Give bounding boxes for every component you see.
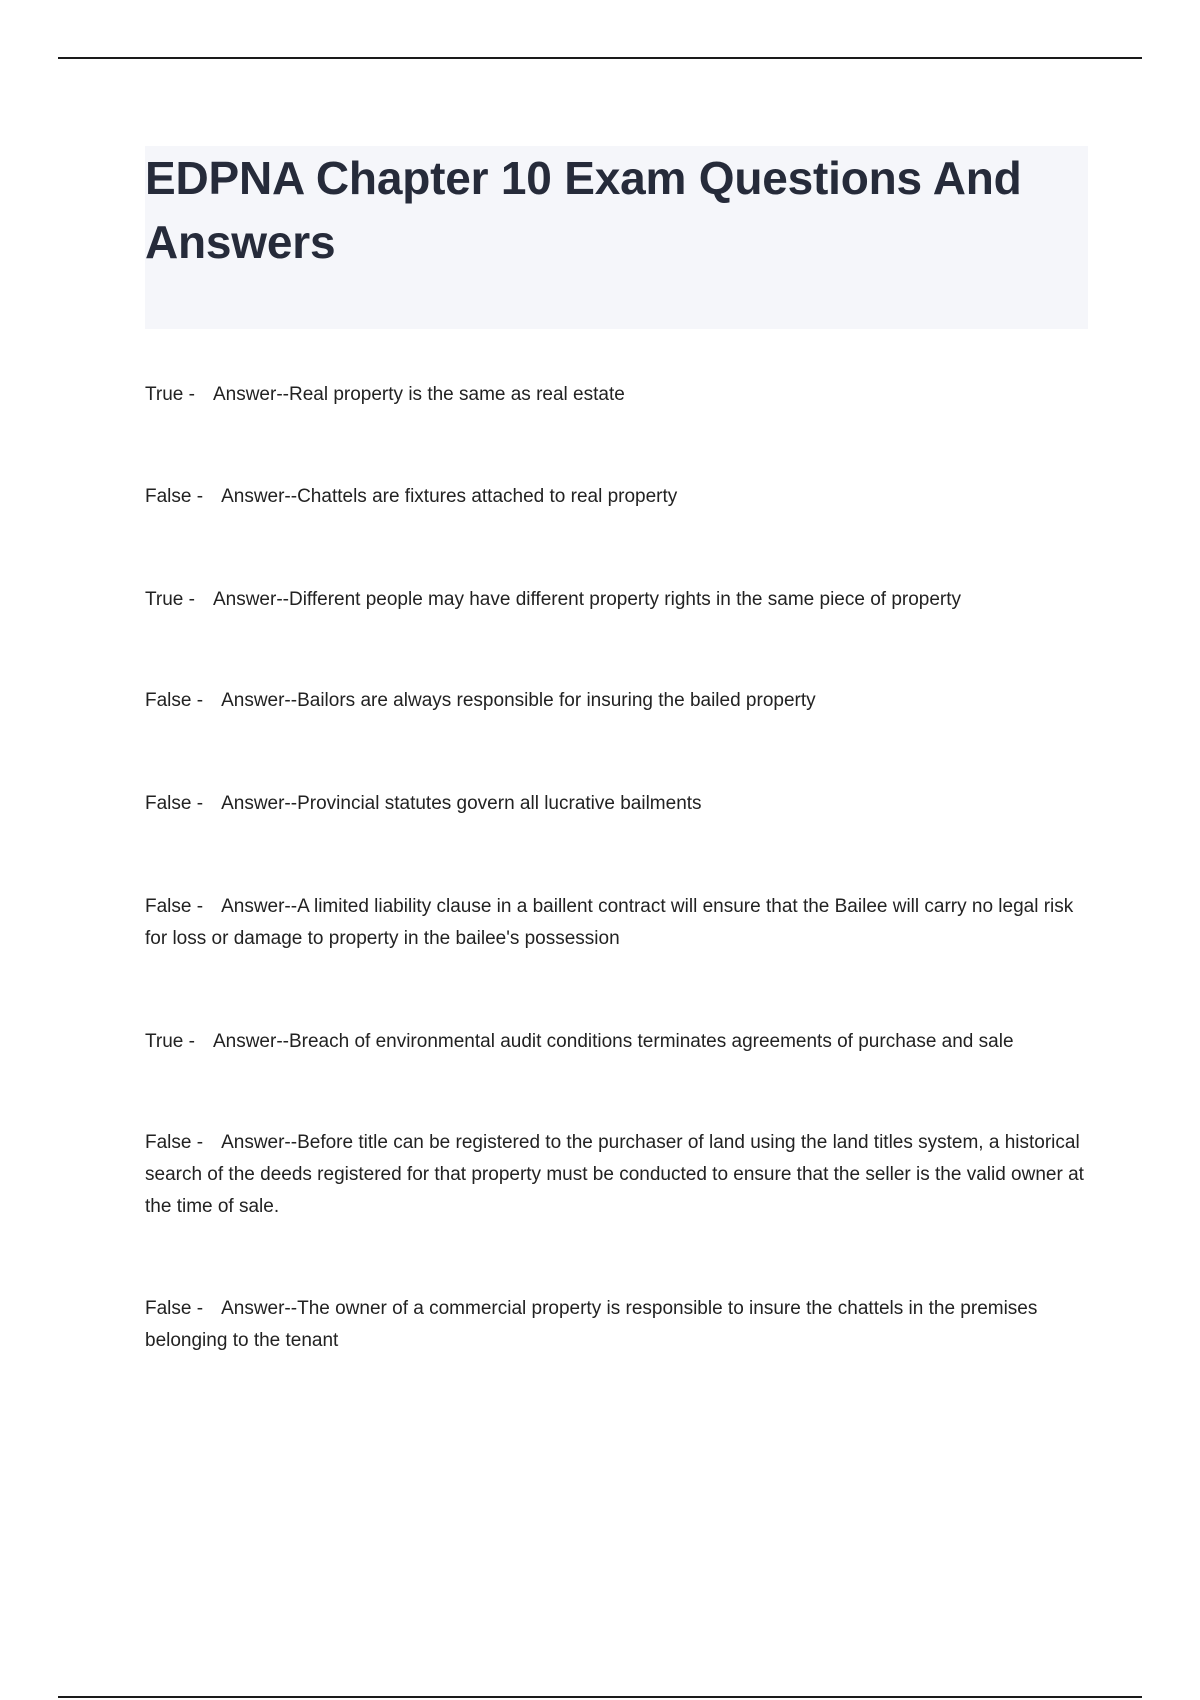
qa-answer: Answer--Chattels are fixtures attached to real property [221, 486, 678, 507]
document-title: EDPNA Chapter 10 Exam Questions And Answers [145, 152, 1022, 268]
qa-verdict: False - [145, 690, 204, 711]
qa-answer: Answer--A limited liability clause in a baillent contract will ensure that the Bailee will carry no legal risk for loss or damage to property in the bailee's possession [145, 896, 1074, 949]
qa-verdict: True - [145, 384, 195, 405]
title-banner [145, 146, 1088, 329]
qa-verdict: False - [145, 793, 204, 814]
qa-answer: Answer--The owner of a commercial property is responsible to insure the chattels in the premises belonging to the tenant [145, 1298, 1038, 1351]
qa-item-5 [145, 788, 1090, 820]
qa-verdict: False - [145, 486, 204, 507]
qa-verdict: True - [145, 589, 195, 610]
qa-answer: Answer--Bailors are always responsible for insuring the bailed property [221, 690, 816, 711]
qa-answer: Answer--Breach of environmental audit conditions terminates agreements of purchase and sale [212, 1031, 1014, 1052]
qa-item-7 [145, 1026, 1090, 1058]
qa-verdict: False - [145, 896, 204, 917]
qa-item-4 [145, 685, 1090, 717]
qa-item-3 [145, 584, 1090, 616]
qa-answer: Answer--Provincial statutes govern all lucrative bailments [221, 793, 702, 814]
qa-item-6 [145, 891, 1090, 955]
qa-item-2 [145, 481, 1090, 513]
qa-item-8 [145, 1127, 1090, 1223]
qa-verdict: False - [145, 1132, 204, 1153]
qa-verdict: True - [145, 1031, 195, 1052]
qa-item-1 [145, 379, 1090, 411]
qa-answer: Answer--Different people may have different property rights in the same piece of property [212, 589, 962, 610]
qa-answer: Answer--Before title can be registered to the purchaser of land using the land titles system, a historical search of the deeds registered for that property must be conducted to ensure that the seller is the valid owner at the time of sale. [145, 1132, 1084, 1217]
qa-item-9 [145, 1293, 1090, 1357]
bottom-divider [58, 1696, 1142, 1698]
qa-answer: Answer--Real property is the same as real estate [212, 384, 625, 405]
top-divider [58, 57, 1142, 59]
qa-verdict: False - [145, 1298, 204, 1319]
